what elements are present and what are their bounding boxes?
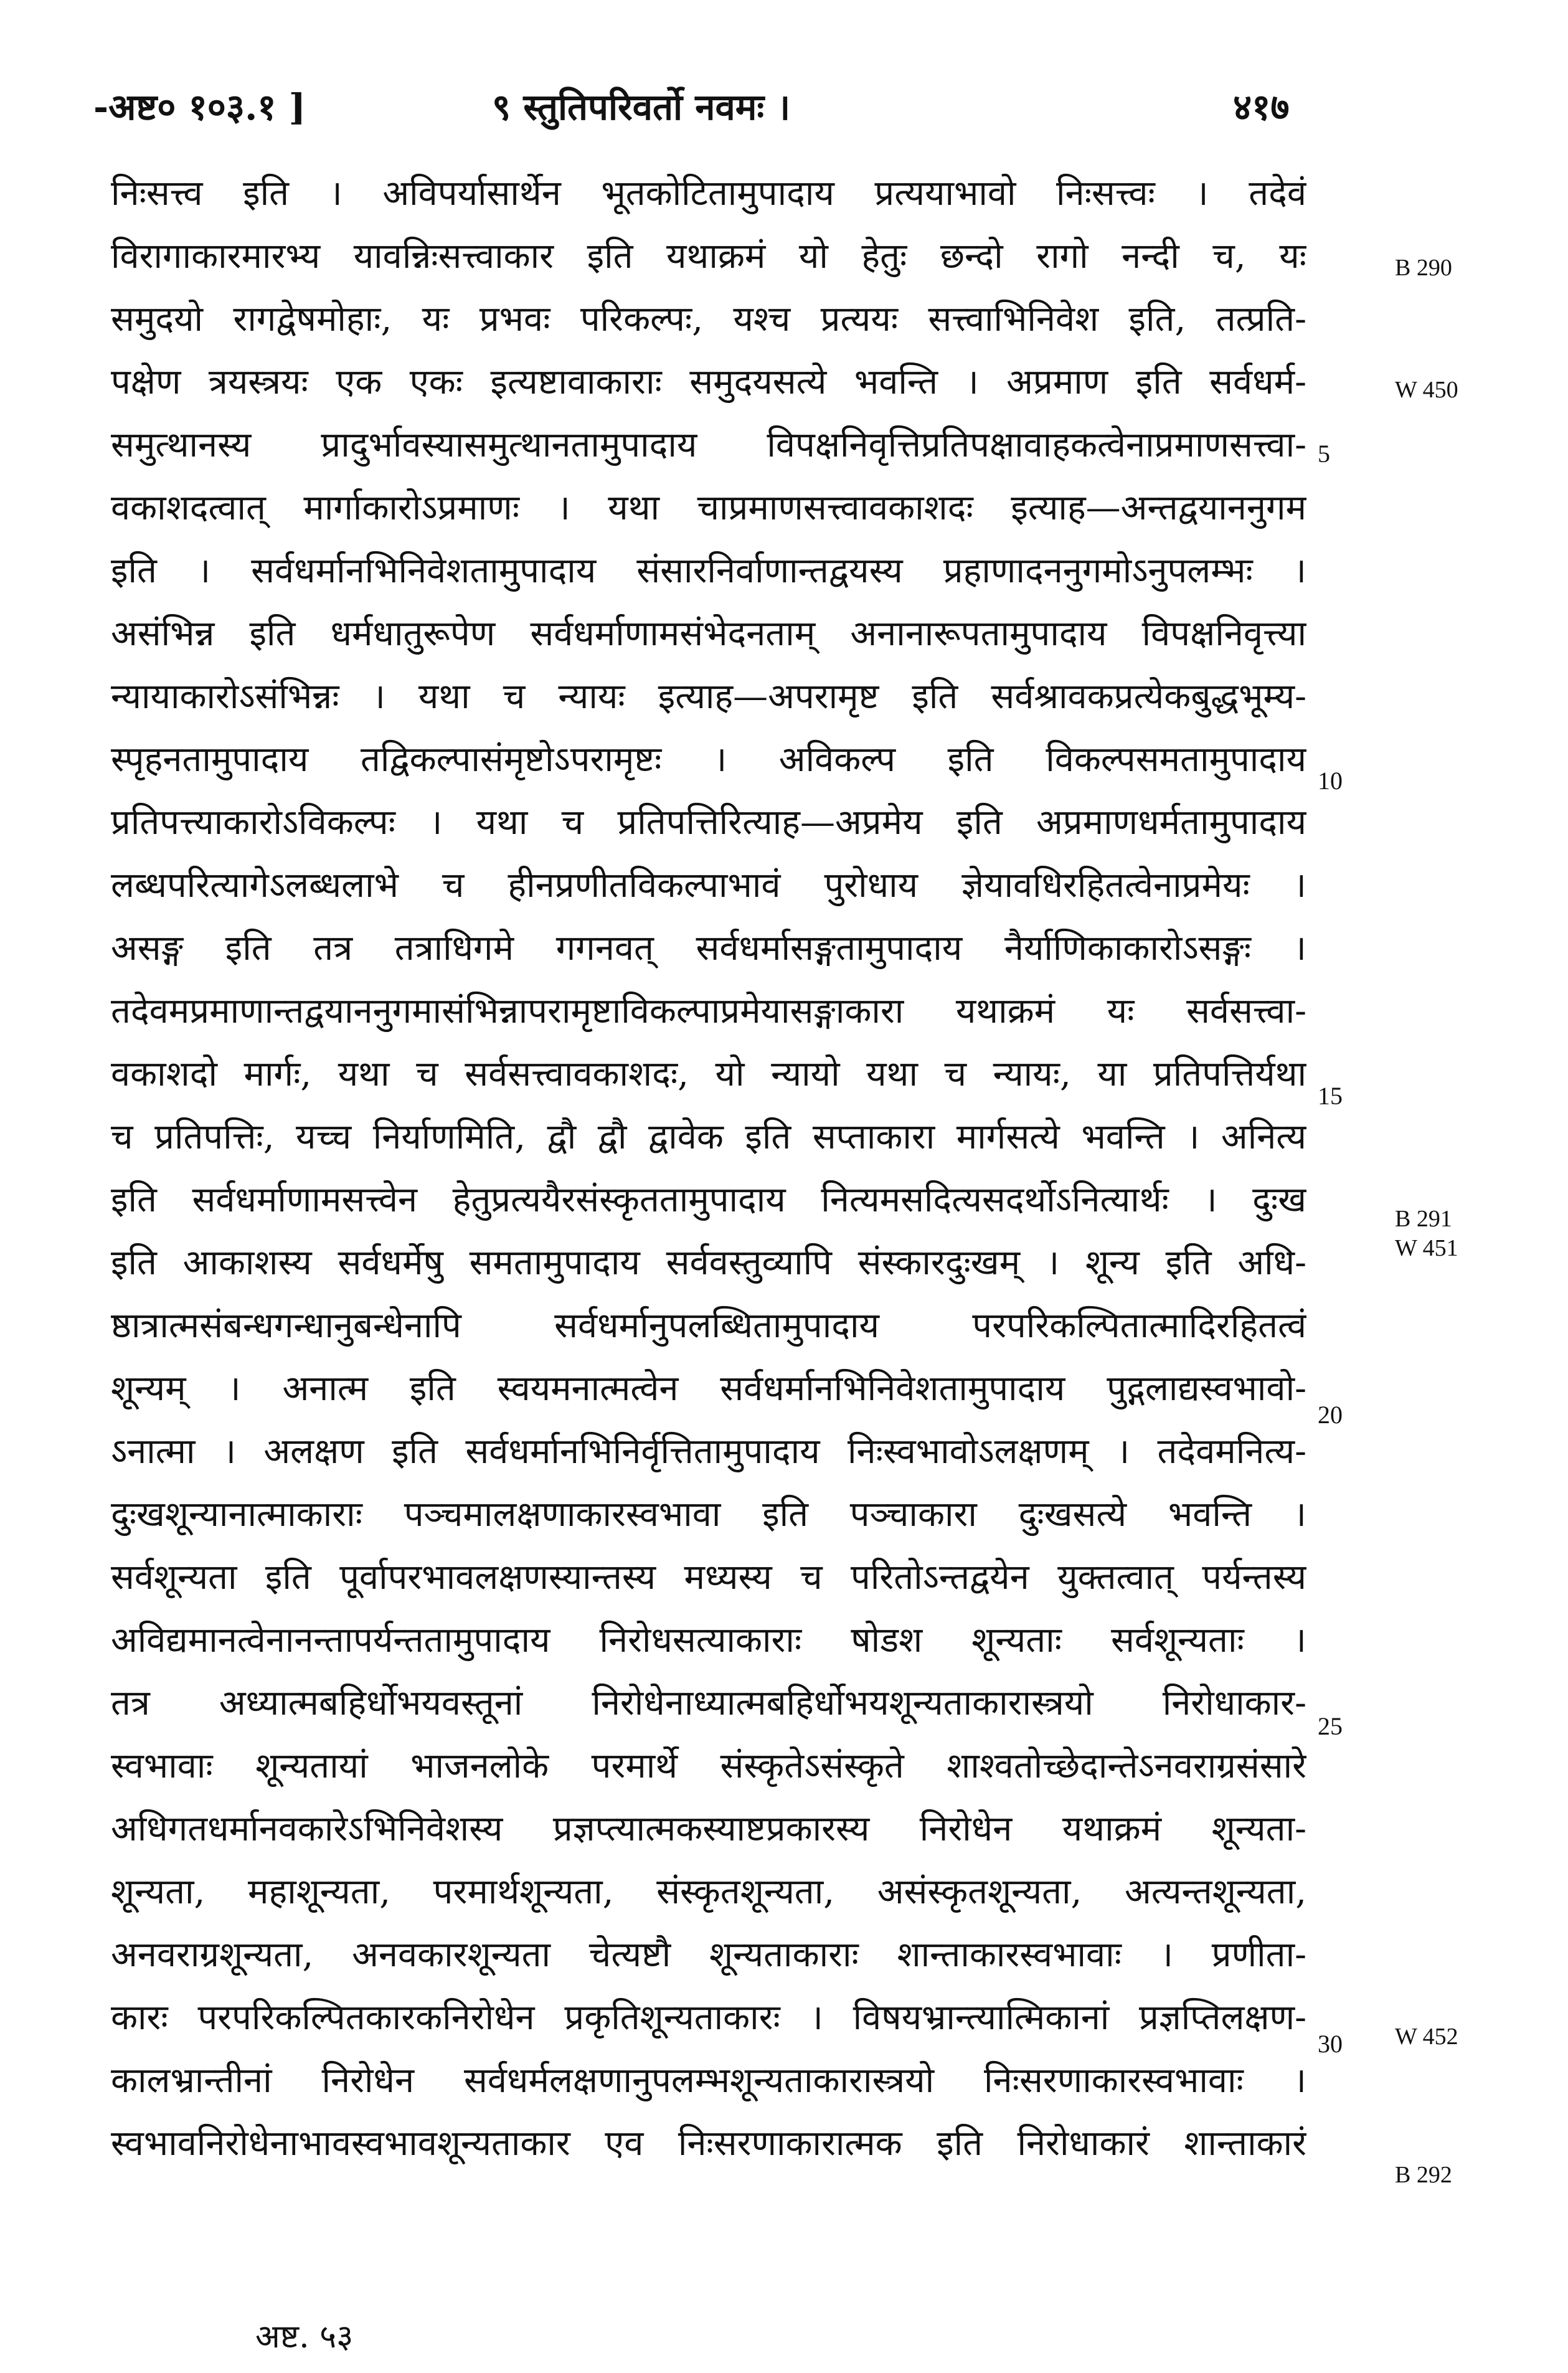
text-line: ष्ठात्रात्मसंबन्धगन्धानुबन्धेनापि सर्वधर्मानुपलब्धितामुपादाय परपरिकल्पितात्मादिरहितत्वं <box>111 1305 1306 1346</box>
text-line: कालभ्रान्तीनां निरोधेन सर्वधर्मलक्षणानुपलम्भशून्यताकारास्त्रयो निःसरणाकारस्वभावाः । <box>111 2060 1306 2101</box>
text-line: निःसत्त्व इति । अविपर्यासार्थेन भूतकोटितामुपादाय प्रत्ययाभावो निःसत्त्वः । तदेवं <box>111 173 1306 214</box>
text-line: इति । सर्वधर्मानभिनिवेशतामुपादाय संसारनिर्वाणान्तद्वयस्य प्रहाणादननुगमोऽनुपलम्भः । <box>111 551 1306 591</box>
margin-edition-ref: W 451 <box>1395 1235 1458 1261</box>
margin-edition-ref: B 291 <box>1395 1206 1452 1232</box>
line-number: 10 <box>1318 767 1343 795</box>
line-number: 20 <box>1318 1401 1343 1429</box>
text-line: अविद्यमानत्वेनानन्तापर्यन्ततामुपादाय निरोधसत्याकाराः षोडश शून्यताः सर्वशून्यताः । <box>111 1620 1306 1660</box>
text-line: कारः परपरिकल्पितकारकनिरोधेन प्रकृतिशून्यताकारः । विषयभ्रान्त्यात्मिकानां प्रज्ञप्तिलक्षण- <box>111 1997 1306 2038</box>
text-line: असंभिन्न इति धर्मधातुरूपेण सर्वधर्माणामसंभेदनताम् अनानारूपतामुपादाय विपक्षनिवृत्त्या <box>111 613 1306 654</box>
text-line: दुःखशून्यानात्माकाराः पञ्चमालक्षणाकारस्वभावा इति पञ्चाकारा दुःखसत्ये भवन्ति । <box>111 1494 1306 1535</box>
text-line: समुदयो रागद्वेषमोहाः, यः प्रभवः परिकल्पः, यश्च प्रत्ययः सत्त्वाभिनिवेश इति, तत्प्रति- <box>111 299 1306 339</box>
running-header <box>93 75 1326 131</box>
text-line: अनवराग्रशून्यता, अनवकारशून्यता चेत्यष्टौ शून्यताकाराः शान्ताकारस्वभावाः । प्रणीता- <box>111 1935 1306 1975</box>
text-line: असङ्ग इति तत्र तत्राधिगमे गगनवत् सर्वधर्मासङ्गतामुपादाय नैर्याणिकाकारोऽसङ्गः । <box>111 928 1306 969</box>
text-line: स्पृहनतामुपादाय तद्विकल्पासंमृष्टोऽपरामृष्टः । अविकल्प इति विकल्पसमतामुपादाय <box>111 739 1306 780</box>
text-line: स्वभावनिरोधेनाभावस्वभावशून्यताकार एव निःसरणाकारात्मक इति निरोधाकारं शान्ताकारं <box>111 2123 1306 2164</box>
signature-mark: अष्ट. ५३ <box>255 2318 354 2356</box>
text-line: पक्षेण त्रयस्त्रयः एक एकः इत्यष्टावाकाराः समुदयसत्ये भवन्ति । अप्रमाण इति सर्वधर्म- <box>111 362 1306 402</box>
text-line: अधिगतधर्मानवकारेऽभिनिवेशस्य प्रज्ञप्त्यात्मकस्याष्टप्रकारस्य निरोधेन यथाक्रमं शून्यता- <box>111 1809 1306 1849</box>
text-line: च प्रतिपत्तिः, यच्च निर्याणमिति, द्वौ द्वौ द्वावेक इति सप्ताकारा मार्गसत्ये भवन्ति । अनित्य <box>111 1117 1306 1157</box>
text-line: इति सर्वधर्माणामसत्त्वेन हेतुप्रत्ययैरसंस्कृततामुपादाय नित्यमसदित्यसदर्थोऽनित्यार्थः । दुःख <box>111 1180 1306 1220</box>
text-line: विरागाकारमारभ्य यावन्निःसत्त्वाकार इति यथाक्रमं यो हेतुः छन्दो रागो नन्दी च, यः <box>111 236 1306 277</box>
margin-edition-ref: B 292 <box>1395 2162 1452 2188</box>
text-line: तत्र अध्यात्मबहिर्धोभयवस्तूनां निरोधेनाध्यात्मबहिर्धोभयशून्यताकारास्त्रयो निरोधाकार- <box>111 1683 1306 1723</box>
text-line: शून्यम् । अनात्म इति स्वयमनात्मत्वेन सर्वधर्मानभिनिवेशतामुपादाय पुद्गलाद्यस्वभावो- <box>111 1368 1306 1409</box>
margin-edition-ref: B 290 <box>1395 255 1452 281</box>
page-number: ४१७ <box>1233 86 1290 128</box>
text-line: वकाशदो मार्गः, यथा च सर्वसत्त्वावकाशदः, यो न्यायो यथा च न्यायः, या प्रतिपत्तिर्यथा <box>111 1054 1306 1094</box>
text-line: वकाशदत्वात् मार्गाकारोऽप्रमाणः । यथा चाप्रमाणसत्त्वावकाशदः इत्याह—अन्तद्वयाननुगम <box>111 488 1306 528</box>
text-line: इति आकाशस्य सर्वधर्मेषु समतामुपादाय सर्ववस्तुव्यापि संस्कारदुःखम् । शून्य इति अधि- <box>111 1243 1306 1283</box>
header-section-ref: -अष्ट० १०३.१ ] <box>93 86 306 128</box>
header-chapter-title: ९ स्तुतिपरिवर्तो नवमः । <box>492 86 791 128</box>
text-body <box>111 162 1306 2238</box>
line-number: 30 <box>1318 2030 1343 2058</box>
text-line: ऽनात्मा । अलक्षण इति सर्वधर्मानभिनिर्वृत्तितामुपादाय निःस्वभावोऽलक्षणम् । तदेवमनित्य- <box>111 1431 1306 1472</box>
text-line: सर्वशून्यता इति पूर्वापरभावलक्षणस्यान्तस्य मध्यस्य च परितोऽन्तद्वयेन युक्तत्वात् पर्यन्तस्य <box>111 1557 1306 1598</box>
line-number: 25 <box>1318 1712 1343 1740</box>
line-number: 5 <box>1318 440 1330 468</box>
text-line: स्वभावाः शून्यतायां भाजनलोके परमार्थे संस्कृतेऽसंस्कृते शाश्वतोच्छेदान्तेऽनवराग्रसंसारे <box>111 1746 1306 1786</box>
text-line: तदेवमप्रमाणान्तद्वयाननुगमासंभिन्नापरामृष्टाविकल्पाप्रमेयासङ्गाकारा यथाक्रमं यः सर्वसत्त्वा- <box>111 991 1306 1031</box>
margin-edition-ref: W 452 <box>1395 2024 1458 2050</box>
text-line <box>111 2175 1306 2238</box>
text-line: लब्धपरित्यागेऽलब्धलाभे च हीनप्रणीतविकल्पाभावं पुरोधाय ज्ञेयावधिरहितत्वेनाप्रमेयः । <box>111 865 1306 906</box>
text-line: समुत्थानस्य प्रादुर्भावस्यासमुत्थानतामुपादाय विपक्षनिवृत्तिप्रतिपक्षावाहकत्वेनाप्रमाणसत्त्वा- <box>111 425 1306 465</box>
margin-edition-ref: W 450 <box>1395 377 1458 403</box>
line-number: 15 <box>1318 1082 1343 1110</box>
text-line: शून्यता, महाशून्यता, परमार्थशून्यता, संस्कृतशून्यता, असंस्कृतशून्यता, अत्यन्तशून्यता, <box>111 1872 1306 1912</box>
text-line: प्रतिपत्त्याकारोऽविकल्पः । यथा च प्रतिपत्तिरित्याह—अप्रमेय इति अप्रमाणधर्मतामुपादाय <box>111 802 1306 843</box>
text-line: न्यायाकारोऽसंभिन्नः । यथा च न्यायः इत्याह—अपरामृष्ट इति सर्वश्रावकप्रत्येकबुद्धभूम्य- <box>111 676 1306 717</box>
